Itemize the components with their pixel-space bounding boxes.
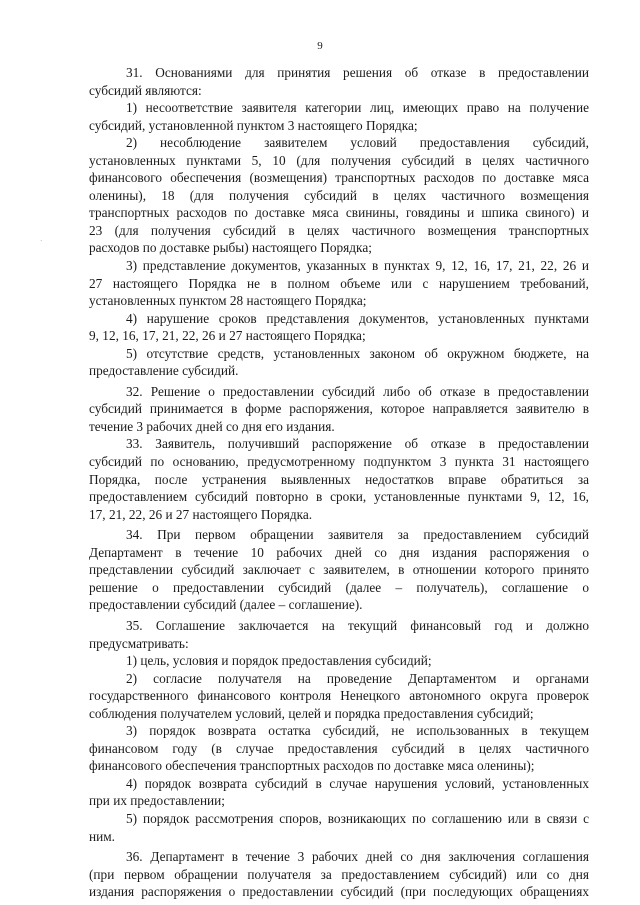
- text-line: ним.: [89, 828, 115, 844]
- text-line: 3) порядок возврата остатка субсидий, не использованных в текущем: [126, 723, 589, 739]
- text-line: (при первом обращении получателя за предоставлением субсидий) или со дня: [89, 866, 589, 882]
- text-line: финансового обеспечения транспортных расходов по доставке мяса оленины);: [89, 758, 535, 774]
- text-line: предоставление субсидий.: [89, 363, 239, 379]
- text-line: установленных пунктом 28 настоящего Порядка;: [89, 293, 367, 309]
- text-line: субсидий принимается в форме распоряжения, которое направляется заявителю в: [89, 401, 589, 417]
- text-line: расходов по доставке рыбы) настоящего Порядка;: [89, 240, 372, 256]
- text-line: 31. Основаниями для принятия решения об отказе в предоставлении: [126, 65, 589, 80]
- text-line: 17, 21, 22, 26 и 27 настоящего Порядка.: [89, 506, 313, 522]
- text-line: предусматривать:: [89, 635, 189, 651]
- page-number: 9: [317, 40, 323, 52]
- text-line: государственного финансового контроля Ненецкого автономного округа проверок: [89, 688, 589, 704]
- text-line: субсидий, установленной пунктом 3 настоящего Порядка;: [89, 117, 418, 133]
- text-line: представлении субсидий заключает с заявителем, в отношении которого принято: [89, 562, 589, 578]
- text-line: при их предоставлении;: [89, 793, 225, 809]
- text-line: финансовом году (в случае предоставления субсидий в целях частичного: [89, 740, 589, 756]
- text-line: 5) порядок рассмотрения споров, возникающих по соглашению или в связи с: [126, 810, 589, 826]
- text-line: 1) цель, условия и порядок предоставления субсидий;: [126, 653, 432, 669]
- text-line: 2) несоблюдение заявителем условий предоставления субсидий,: [126, 135, 589, 151]
- text-line: решение о предоставлении субсидий (далее – получатель), соглашение о: [89, 579, 589, 595]
- text-line: 4) порядок возврата субсидий в случае нарушения условий, установленных: [126, 775, 589, 791]
- text-line: 3) представление документов, указанных в пунктах 9, 12, 16, 17, 21, 22, 26 и: [126, 258, 589, 274]
- text-line: 27 настоящего Порядка не в полном объеме или с нарушением требований,: [89, 275, 589, 291]
- text-line: 4) нарушение сроков представления документов, установленных пунктами: [126, 310, 589, 326]
- text-line: предоставлении субсидий (далее – соглашение).: [89, 597, 363, 613]
- text-line: издания распоряжения о предоставлении субсидий (при последующих обращениях: [89, 884, 589, 900]
- text-line: субсидий по основанию, предусмотренному подпунктом 3 пункта 31 настоящего: [89, 454, 589, 470]
- text-line: 34. При первом обращении заявителя за предоставлением субсидий: [126, 527, 589, 543]
- text-line: Порядка, после устранения выявленных недостатков вправе обратиться за: [89, 471, 589, 487]
- text-line: 1) несоответствие заявителя категории лиц, имеющих право на получение: [126, 100, 589, 116]
- text-line: 23 (для получения субсидий в целях частичного возмещения транспортных: [89, 222, 589, 238]
- text-line: 9, 12, 16, 17, 21, 22, 26 и 27 настоящего Порядка;: [89, 328, 366, 344]
- text-line: 36. Департамент в течение 3 рабочих дней со дня заключения соглашения: [126, 849, 589, 865]
- text-line: финансового обеспечения (возмещения) транспортных расходов по доставке мяса: [89, 170, 589, 186]
- text-line: 5) отсутствие средств, установленных законом об окружном бюджете, на: [126, 345, 589, 361]
- text-line: 2) согласие получателя на проведение Департаментом и органами: [126, 670, 589, 686]
- text-line: субсидий являются:: [89, 82, 202, 98]
- text-line: оленины), 18 (для получения субсидий в целях частичного возмещения: [89, 187, 589, 203]
- text-line: 33. Заявитель, получивший распоряжение об отказе в предоставлении: [126, 436, 589, 452]
- text-line: установленных пунктами 5, 10 (для получения субсидий в целях частичного: [89, 152, 589, 168]
- text-line: соблюдения получателем условий, целей и порядка предоставления субсидий;: [89, 705, 534, 721]
- margin-mark: ·: [40, 237, 43, 245]
- text-line: транспортных расходов по доставке мяса свинины, говядины и шпика свиного) и: [89, 205, 589, 221]
- text-line: 35. Соглашение заключается на текущий финансовый год и должно: [126, 617, 589, 633]
- text-line: предоставлением субсидий повторно в сроки, установленные пунктами 9, 12, 16,: [89, 489, 589, 505]
- text-line: Департамент в течение 10 рабочих дней со дня издания распоряжения о: [89, 544, 589, 560]
- text-line: 32. Решение о предоставлении субсидий либо об отказе в предоставлении: [126, 383, 589, 399]
- text-line: течение 3 рабочих дней со дня его издания.: [89, 418, 335, 434]
- document-body: [89, 64, 589, 901]
